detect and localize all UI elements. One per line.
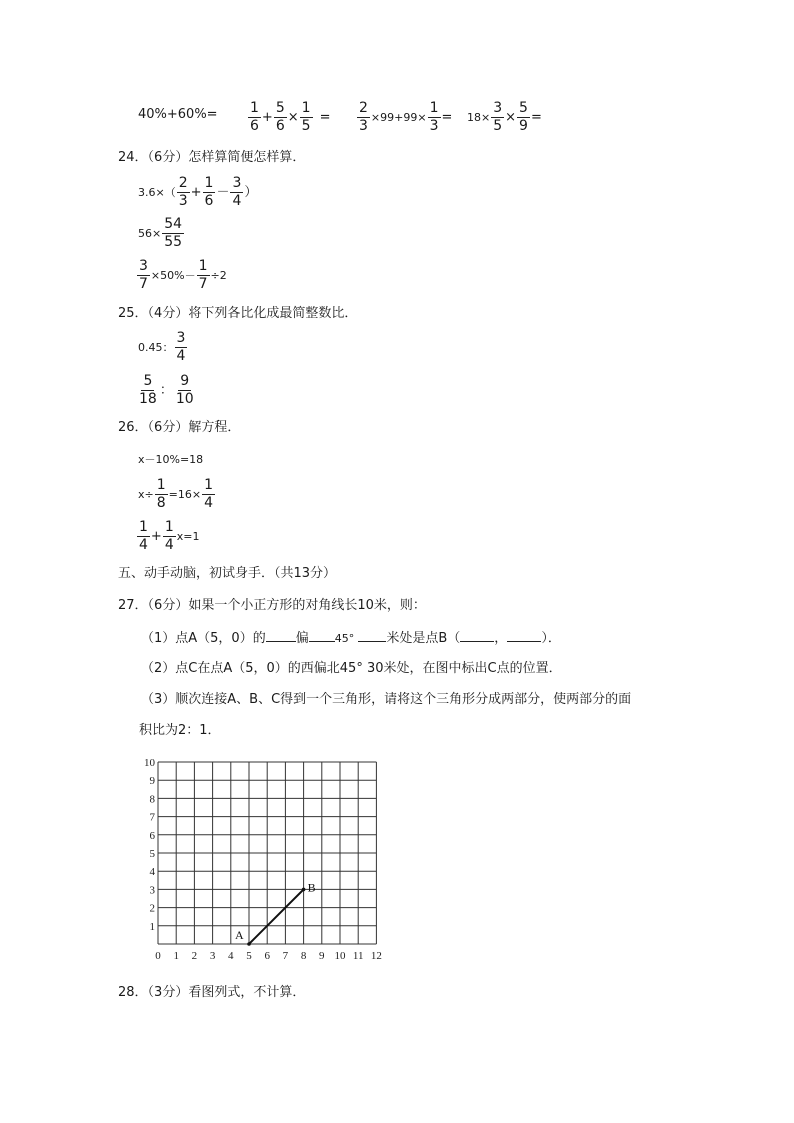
q25-ratio-2: $\frac{5}{18}$ ： $\frac{9}{10}$ [139, 373, 194, 407]
fraction: $\frac{1}{5}$ [301, 100, 311, 134]
fraction: $\frac{5}{9}$ [519, 100, 528, 134]
y-tick-label: 7 [149, 811, 155, 824]
question-25-title: 25．（4分）将下列各比化成最简整数比． [118, 306, 358, 321]
x-tick-label: 8 [300, 950, 307, 962]
grid-lines [158, 762, 376, 944]
y-tick-label: 1 [149, 920, 155, 933]
x-tick-label: 11 [352, 950, 364, 962]
q26-equation-2: x÷ $\frac{1}{8}$ =16× $\frac{1}{4}$ [138, 477, 214, 511]
q27-part-1: （1）点A（5，0）的 偏 45° 米处是点B（ ， ）． [141, 631, 561, 646]
question-24-title: 24．（6分）怎样算简便怎样算． [118, 150, 306, 165]
q26-equation-3: $\frac{1}{4}$ + $\frac{1}{4}$ x=1 [139, 519, 200, 553]
answer-blank[interactable] [309, 629, 335, 642]
q27-part-3-line-1: （3）顺次连接A、B、C得到一个三角形，请将这个三角形分成两部分，使两部分的面 [141, 692, 632, 707]
x-tick-label: 4 [228, 950, 234, 962]
x-tick-label: 10 [334, 950, 346, 962]
y-tick-label: 8 [149, 793, 155, 806]
x-tick-label: 0 [155, 950, 161, 962]
expr-product: 18× $\frac{3}{5}$ × $\frac{5}{9}$ = [467, 100, 542, 134]
coordinate-grid[interactable] [138, 754, 390, 966]
q27-part-3-line-2: 积比为2：1． [139, 723, 221, 738]
q26-equation-1: x－10%=18 [138, 453, 204, 466]
point-b-label: B [307, 880, 316, 895]
y-tick-label: 5 [149, 848, 155, 860]
x-tick-label: 6 [264, 950, 270, 962]
expr-distributive: $\frac{2}{3}$ ×99+99× $\frac{1}{3}$ = [359, 100, 453, 134]
q27-part-2: （2）点C在点A（5，0）的西偏北45° 30米处，在图中标出C点的位置． [141, 661, 562, 676]
y-tick-label: 9 [149, 775, 155, 788]
question-27-title: 27．（6分）如果一个小正方形的对角线长10米，则： [118, 598, 426, 613]
segment-ab [249, 889, 304, 944]
fraction: $\frac{3}{5}$ [493, 100, 503, 134]
expr-fraction-mix: $\frac{1}{6}$ + $\frac{5}{6}$ × $\frac{1}{5}$ = [250, 100, 331, 134]
x-axis-ticks [155, 950, 382, 962]
fraction: $\frac{2}{3}$ [359, 100, 368, 134]
section-5-heading: 五、动手动脑，初试身手．（共13分） [118, 566, 337, 581]
y-axis-ticks [144, 757, 156, 933]
question-28-title: 28．（3分）看图列式，不计算． [118, 985, 306, 1000]
answer-blank[interactable] [507, 629, 541, 642]
answer-blank[interactable] [358, 629, 386, 642]
q24-expr-2: 56× $\frac{54}{55}$ [138, 216, 183, 250]
expr-percent-sum: 40%+60%= [138, 107, 218, 122]
x-tick-label: 1 [173, 950, 179, 962]
x-tick-label: 12 [370, 950, 382, 962]
fraction: $\frac{5}{6}$ [275, 100, 285, 134]
y-tick-label: 2 [149, 902, 155, 915]
x-tick-label: 9 [319, 950, 325, 962]
point-a-label: A [235, 928, 244, 942]
point-b [302, 888, 306, 892]
q25-ratio-1: 0.45： $\frac{3}{4}$ [138, 330, 186, 364]
point-a [247, 942, 251, 946]
fraction: $\frac{1}{3}$ [429, 100, 439, 134]
x-tick-label: 7 [282, 950, 289, 962]
x-tick-label: 3 [209, 950, 216, 962]
y-tick-label: 4 [149, 866, 155, 879]
answer-blank[interactable] [460, 629, 494, 642]
question-26-title: 26．（6分）解方程． [118, 420, 241, 435]
y-tick-label: 10 [144, 757, 155, 769]
q24-expr-1: 3.6×（ $\frac{2}{3}$ + $\frac{1}{6}$ － $\frac{3}{4}$ ） [138, 175, 258, 209]
x-tick-label: 2 [191, 950, 198, 962]
y-tick-label: 3 [149, 884, 155, 897]
fraction: $\frac{1}{6}$ [250, 100, 259, 134]
y-tick-label: 6 [149, 829, 155, 842]
q24-expr-3: $\frac{3}{7}$ ×50%－ $\frac{1}{7}$ ÷2 [139, 258, 227, 292]
x-tick-label: 5 [246, 950, 252, 962]
answer-blank[interactable] [266, 629, 296, 642]
